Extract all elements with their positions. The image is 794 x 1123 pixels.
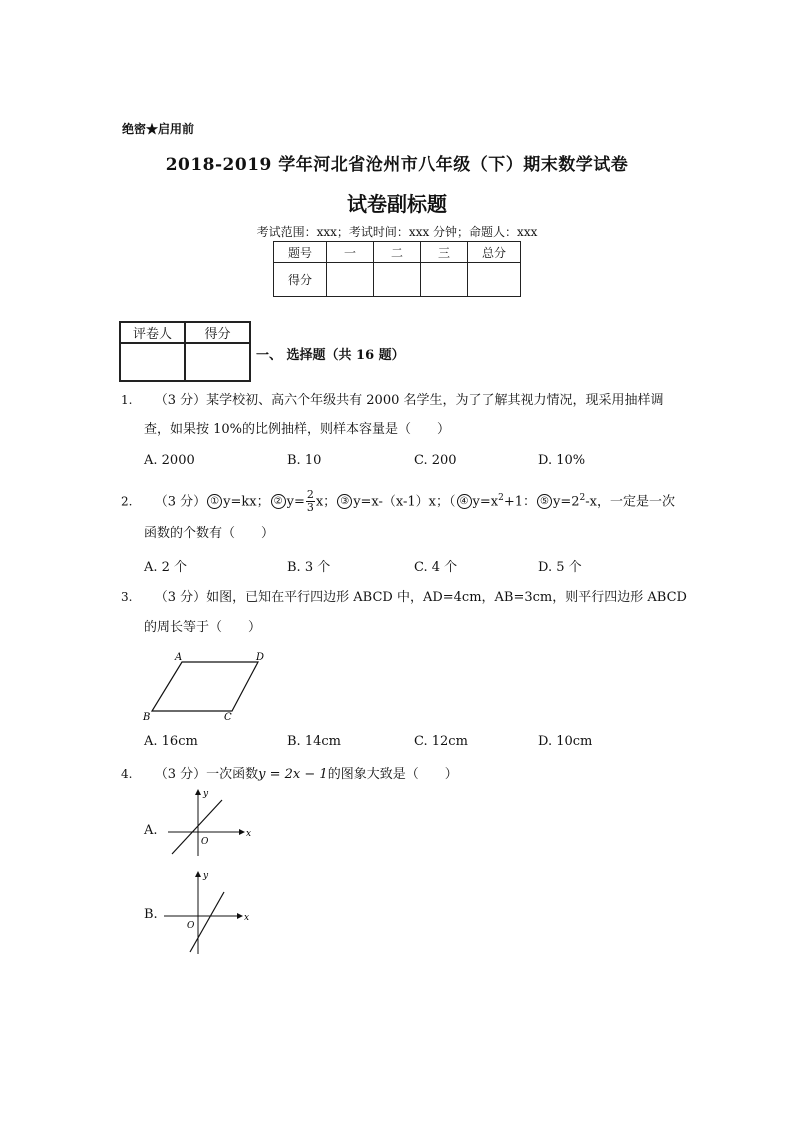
expr-3: y=x-（x-1）x；（: [353, 494, 456, 510]
circled-number: ①: [207, 494, 222, 509]
circled-number: ②: [271, 494, 286, 509]
question-2-line2: 函数的个数有（ ）: [144, 526, 275, 541]
exponent: 2: [498, 493, 504, 503]
x-axis-label: x: [244, 913, 250, 923]
question-number: 1.: [121, 393, 133, 407]
question-score: （3 分）: [154, 590, 207, 605]
score-cell: [421, 263, 468, 297]
score-header-cell: 二: [374, 242, 421, 263]
question-3-line1: [121, 588, 687, 607]
score-cell: [374, 263, 421, 297]
question-number: 3.: [121, 590, 133, 604]
grader-header-cell: 评卷人: [120, 322, 185, 343]
question-3-line2: 的周长等于（ ）: [144, 620, 262, 635]
graph-option-b: [160, 868, 255, 956]
score-header-cell: 总分: [468, 242, 521, 263]
y-axis-label: y: [203, 789, 209, 799]
fraction-numerator: 2: [306, 488, 314, 502]
exam-info: 考试范围：xxx；考试时间：xxx 分钟；命题人：xxx: [256, 225, 538, 239]
question-score: （3 分）: [154, 767, 207, 782]
circled-number: ⑤: [537, 494, 552, 509]
question-number: 2.: [121, 494, 133, 509]
vertex-label-c: C: [224, 712, 232, 723]
function-line: [190, 892, 224, 952]
score-header-cell: 三: [421, 242, 468, 263]
expr-4b: +1：: [503, 494, 537, 510]
expr-1: y=kx；: [223, 494, 270, 510]
expr-5b: -x，一定是一次: [585, 494, 675, 510]
score-cell: [327, 263, 374, 297]
exponent: 2: [579, 493, 586, 503]
vertex-label-a: A: [175, 652, 183, 663]
option-c: C. 4 个: [414, 560, 458, 575]
exam-title: 2018-2019 学年河北省沧州市八年级（下）期末数学试卷: [165, 155, 629, 175]
expr-4: y=x: [472, 494, 499, 510]
score-header-cell: 题号: [274, 242, 327, 263]
option-c: C. 12cm: [414, 734, 468, 749]
option-b: B. 14cm: [287, 734, 341, 749]
expr-2b: x；: [315, 494, 337, 510]
question-text: 的图象大致是（ ）: [327, 767, 458, 782]
option-b: B. 3 个: [287, 560, 331, 575]
grader-table: [119, 321, 251, 382]
question-number: 4.: [121, 767, 133, 781]
score-table: [273, 241, 521, 297]
function-line: [172, 800, 222, 854]
option-a: A. 2000: [144, 453, 195, 468]
vertex-label-b: B: [143, 712, 151, 723]
option-d: D. 10cm: [538, 734, 593, 749]
y-axis-label: y: [203, 871, 209, 881]
option-d: D. 10%: [538, 453, 586, 468]
option-b: B.: [144, 907, 158, 922]
graph-option-a: [160, 786, 255, 858]
question-text: 某学校初、高六个年级共有 2000 名学生，为了了解其视力情况，现采用抽样调: [206, 393, 664, 408]
option-a: A. 16cm: [144, 734, 198, 749]
origin-label: O: [201, 837, 209, 847]
secret-mark: 绝密★启用前: [122, 122, 195, 136]
origin-label: O: [187, 921, 195, 931]
formula: y = 2x − 1: [258, 767, 328, 782]
score-header-cell: 一: [327, 242, 374, 263]
grader-header-cell: 得分: [185, 322, 250, 343]
score-row-label: 得分: [274, 263, 327, 297]
score-cell: [468, 263, 521, 297]
question-text: 如图，已知在平行四边形 ABCD 中，AD=4cm，AB=3cm，则平行四边形 ABCD: [206, 590, 687, 605]
parallelogram-shape: [152, 662, 258, 711]
question-text: 一次函数: [206, 767, 259, 782]
question-2-line1: [121, 485, 675, 515]
question-4-line1: [121, 765, 458, 784]
question-score: （3 分）: [154, 393, 207, 408]
option-a: A.: [144, 823, 158, 838]
x-axis-label: x: [246, 829, 252, 839]
grader-cell: [185, 343, 250, 381]
circled-number: ③: [337, 494, 352, 509]
fraction: [306, 489, 315, 514]
question-1-line1: [121, 391, 664, 410]
grader-cell: [120, 343, 185, 381]
option-d: D. 5 个: [538, 560, 582, 575]
parallelogram-figure: [140, 648, 270, 724]
option-c: C. 200: [414, 453, 457, 468]
option-a: A. 2 个: [144, 560, 188, 575]
circled-number: ④: [457, 494, 472, 509]
option-b: B. 10: [287, 453, 322, 468]
expr-5: y=2: [553, 494, 580, 510]
exam-subtitle: 试卷副标题: [347, 192, 447, 216]
fraction-denominator: 3: [306, 501, 314, 515]
question-score: （3 分）: [154, 494, 207, 510]
expr-2: y=: [286, 494, 305, 510]
section-heading: 一、 选择题（共 16 题）: [256, 348, 405, 363]
vertex-label-d: D: [256, 652, 265, 663]
question-1-line2: 查，如果按 10%的比例抽样，则样本容量是（ ）: [144, 422, 451, 437]
